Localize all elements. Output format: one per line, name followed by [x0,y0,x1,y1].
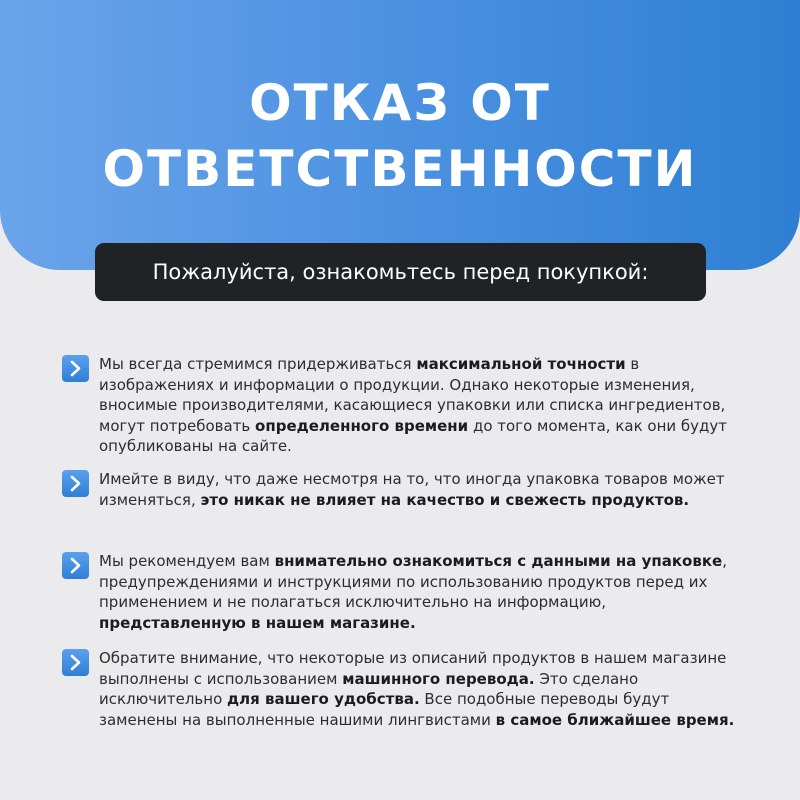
text-segment: Имейте в виду, что даже несмотря на то, что иногда упаковка товаров может изменяться, [99,470,725,509]
subtitle-banner [95,243,706,301]
disclaimer-text [99,469,744,510]
text-segment-bold: для вашего удобства. [227,690,420,708]
text-segment-bold: внимательно ознакомиться с данными на упаковке [274,552,723,570]
chevron-right-icon [62,552,89,579]
text-segment-bold: машинного перевода. [342,669,535,688]
text-segment: в изображениях и информации о продукции. Однако некоторые изменения, вносимые производителями, касающиеся упаковки или списка ингредиентов, могут потребовать [99,355,726,435]
subtitle: Пожалуйста, ознакомьтесь перед покупкой: [152,260,649,284]
title-line-2: ОТВЕТСТВЕННОСТИ [102,140,698,198]
text-segment-bold: максимальной точности [416,355,626,373]
text-segment-bold: в самое ближайшее время. [495,710,735,729]
text-segment: Все подобные переводы будут заменены на выполненные нашими лингвистами [99,690,670,729]
text-segment: Обратите внимание, что некоторые из описаний продуктов в нашем магазине выполнены с использованием [99,649,727,688]
chevron-right-icon [62,649,89,676]
text-segment-bold: представленную в нашем магазине. [99,613,416,632]
text-segment: Мы рекомендуем вам [99,552,275,570]
text-segment: до того момента, как они будут опубликованы на сайте. [99,416,728,455]
chevron-right-icon [62,355,89,382]
title-line-1: ОТКАЗ ОТ [249,74,551,132]
disclaimer-text [99,648,744,730]
text-segment: Это сделано исключительно [99,669,639,708]
text-segment: , предупреждениями и инструкциями по использованию продуктов перед их применением и не полагаться исключительно на информацию, [99,552,727,611]
page-title [0,70,800,202]
chevron-right-icon [62,470,89,497]
disclaimer-text [99,551,744,633]
text-segment: Мы всегда стремимся придерживаться [99,355,417,373]
text-segment-bold: это никак не влияет на качество и свежесть продуктов. [200,490,690,509]
disclaimer-text [99,354,744,457]
text-segment-bold: определенного времени [255,416,469,435]
